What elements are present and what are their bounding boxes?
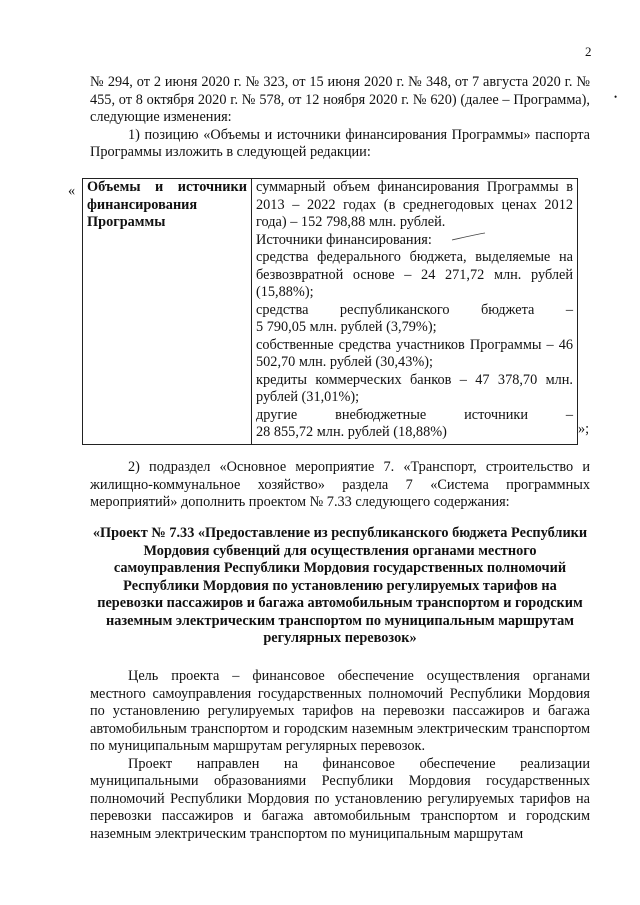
intro-section: [90, 74, 590, 162]
other-source-line-2: 28 855,72 млн. рублей (18,88%): [256, 424, 447, 440]
table-open-quote: «: [68, 183, 76, 199]
republic-source-line-1: средства республиканского бюджета –: [256, 301, 573, 318]
project-direction-paragraph: Проект направлен на финансовое обеспечение реализации муниципальными образованиями Республики Мордовия государственных полномочий Республики Мордовия по установлению регулируемых тарифов на перевозки пассажиров и багажа автомобильным транспортом и городским наземным электрическим транспортом по муниципальным маршрутам: [90, 755, 590, 842]
margin-mark: •: [614, 92, 618, 102]
ink-mark-icon: [451, 232, 487, 242]
purpose-section: [90, 668, 590, 843]
project-title: «Проект № 7.33 «Предоставление из республиканского бюджета Республики Мордовия субвенций для осуществления органами местного самоуправления Республики Мордовия государственных полномочий Республики Мордовия по установлению регулируемых тарифов на перевозки пассажиров и багажа автомобильным транспортом и городским наземным электрическим транспортом по муниципальным маршрутам регулярных перевозок»: [92, 525, 588, 646]
purpose-paragraph: Цель проекта – финансовое обеспечение осуществления органами местного самоуправления государственных полномочий Республики Мордовия по установлению регулируемых тарифов на перевозки пассажиров и багажа автомобильным транспортом и городским наземным электрическим транспортом по муниципальным маршрутам регулярных перевозок.: [90, 668, 590, 754]
table-label-cell: Объемы и источники финансирования Программы: [83, 179, 252, 445]
republic-source-line-2: 5 790,05 млн. рублей (3,79%);: [256, 319, 437, 335]
sources-heading: Источники финансирования:: [256, 231, 432, 248]
table-close-quote: »;: [578, 421, 590, 437]
page-number: 2: [585, 44, 592, 59]
intro-paragraph: № 294, от 2 июня 2020 г. № 323, от 15 июня 2020 г. № 348, от 7 августа 2020 г. № 455, от 8 октября 2020 г. № 578, от 12 ноября 2020 г. № 620) (далее – Программа), следующие изменения:: [90, 74, 590, 125]
item-2-section: [90, 459, 590, 512]
item-1-paragraph: 1) позицию «Объемы и источники финансирования Программы» паспорта Программы изложить в следующей редакции:: [90, 126, 590, 160]
total-funding: суммарный объем финансирования Программы в 2013 – 2022 годах (в среднегодовых ценах 2012 года) – 152 798,88 млн. рублей.: [256, 179, 573, 230]
credits-source: кредиты коммерческих банков – 47 378,70 млн. рублей (31,01%);: [256, 371, 573, 405]
table-row: [83, 179, 578, 445]
other-source-line-1: другие внебюджетные источники –: [256, 406, 573, 423]
table-content-cell: [252, 179, 578, 445]
federal-source: средства федерального бюджета, выделяемые на безвозвратной основе – 24 271,72 млн. рублей (15,88%);: [256, 249, 573, 300]
item-2-paragraph: 2) подраздел «Основное мероприятие 7. «Транспорт, строительство и жилищно-коммунальное хозяйство» раздела 7 «Система программных мероприятий» дополнить проектом № 7.33 следующего содержания:: [90, 459, 590, 510]
passport-table: [82, 178, 578, 445]
participants-source: собственные средства участников Программы – 46 502,70 млн. рублей (30,43%);: [256, 336, 573, 370]
